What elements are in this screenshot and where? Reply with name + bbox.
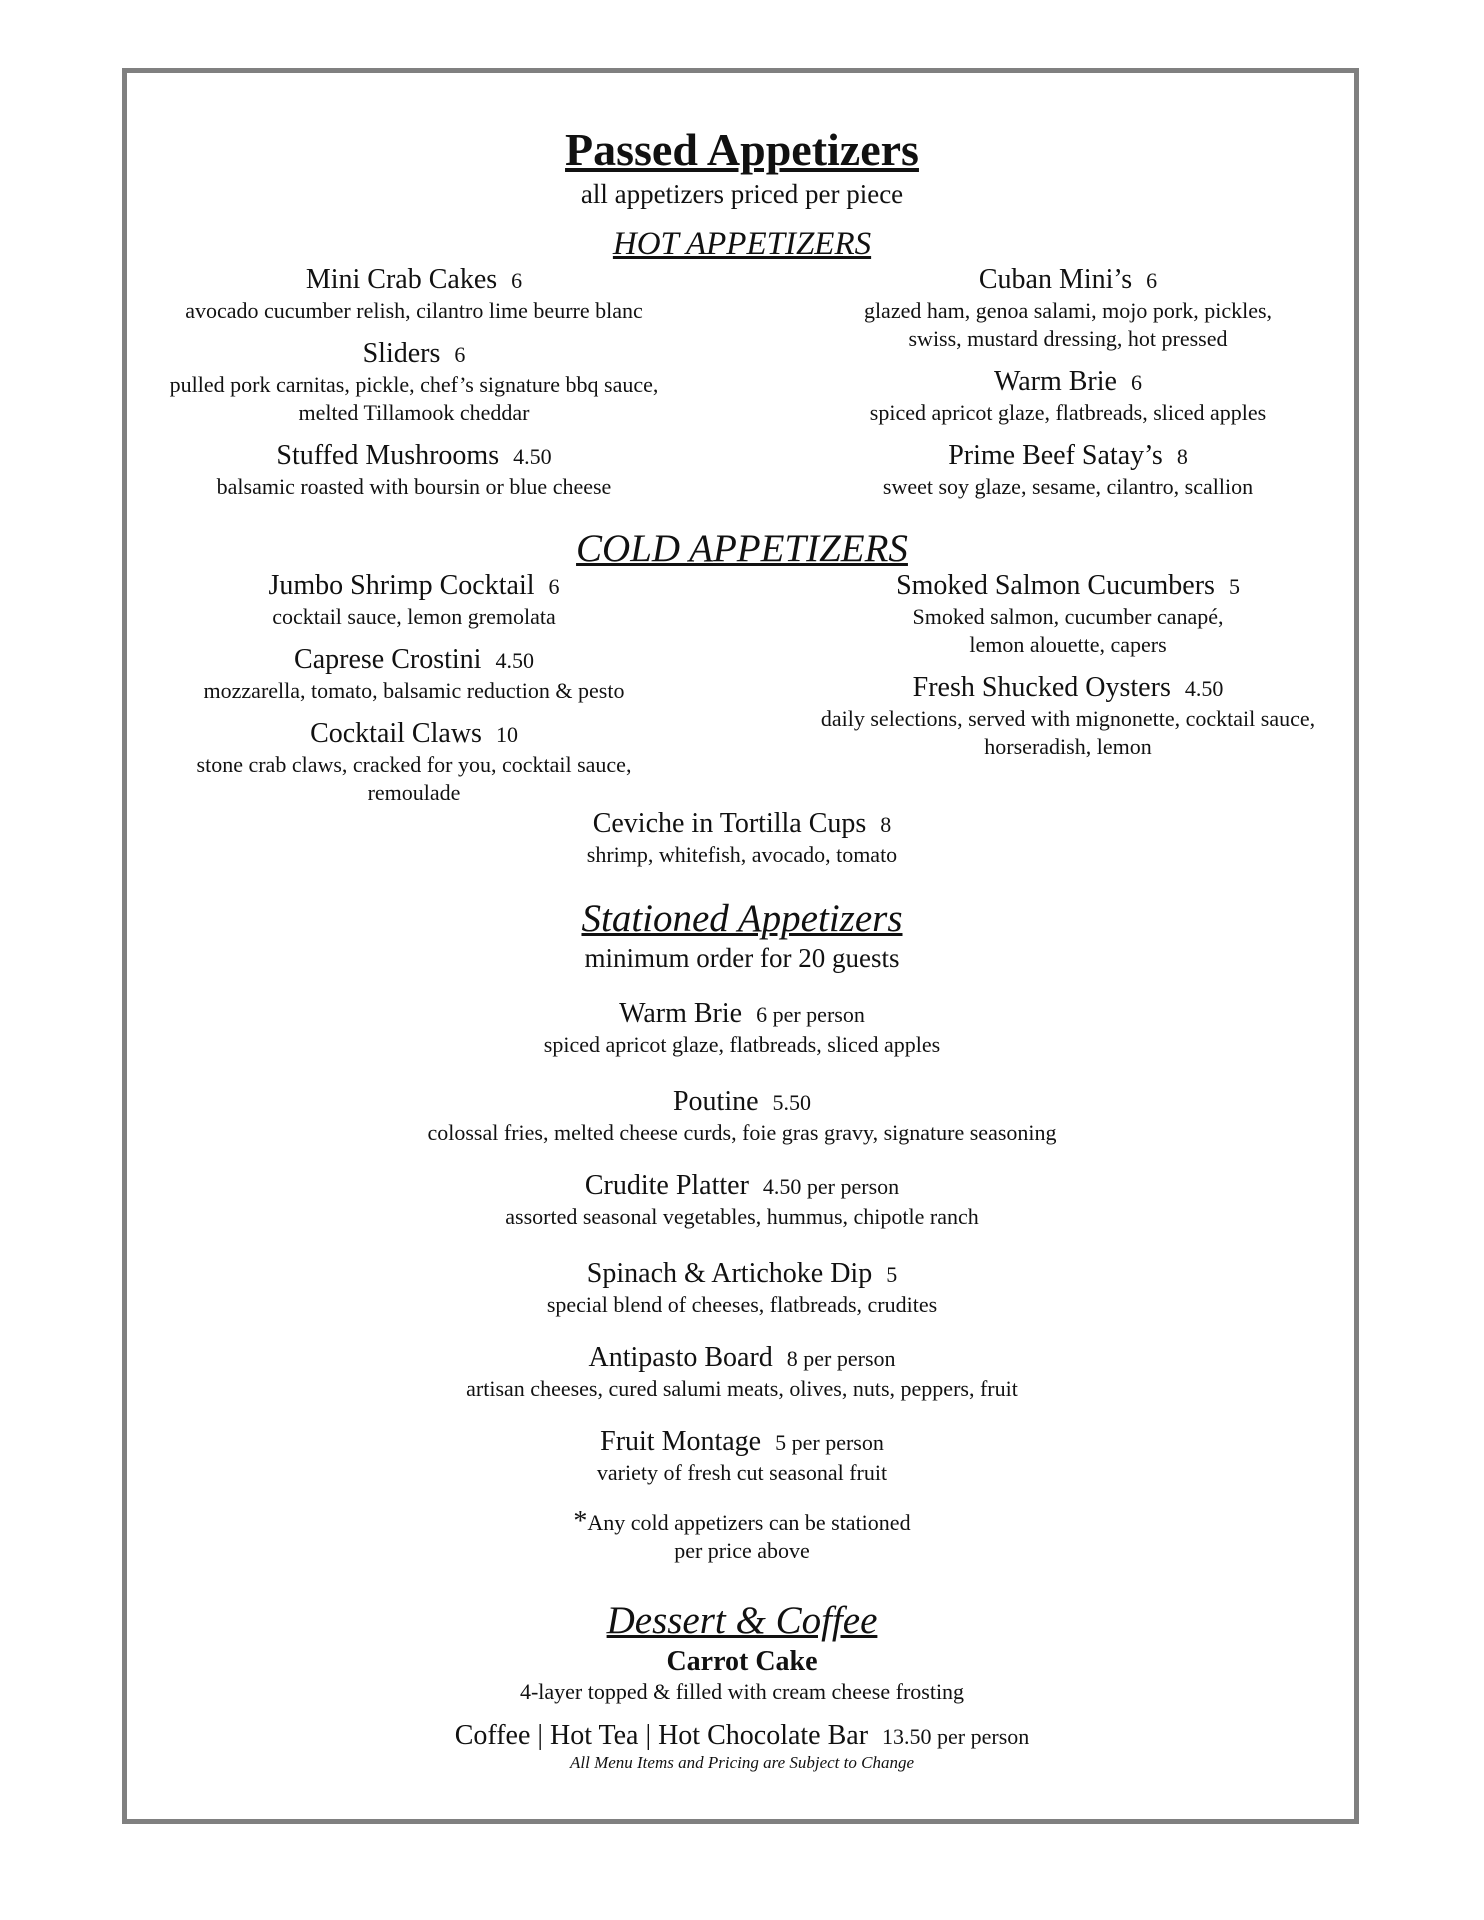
item-price: 6 per person bbox=[756, 1002, 865, 1027]
menu-item-cocktail-claws bbox=[140, 718, 688, 807]
item-name: Fresh Shucked Oysters bbox=[912, 672, 1171, 703]
menu-item-warm-brie bbox=[792, 366, 1344, 427]
item-description: variety of fresh cut seasonal fruit bbox=[596, 1460, 888, 1485]
station-item-fruit-montage bbox=[0, 1426, 1484, 1487]
item-name: Antipasto Board bbox=[588, 1342, 773, 1373]
item-price: 5 bbox=[886, 1262, 898, 1287]
item-price: 6 bbox=[1130, 370, 1142, 395]
menu-item-fresh-shucked-oysters bbox=[792, 672, 1344, 761]
item-name: Spinach & Artichoke Dip bbox=[586, 1258, 873, 1289]
item-description: remoulade bbox=[367, 780, 461, 805]
menu-item-jumbo-shrimp-cocktail bbox=[140, 570, 688, 631]
menu-item-caprese-crostini bbox=[140, 644, 688, 705]
item-description: lemon alouette, capers bbox=[969, 632, 1167, 657]
item-description: spiced apricot glaze, flatbreads, sliced apples bbox=[543, 1032, 941, 1057]
item-price: 5 per person bbox=[775, 1430, 884, 1455]
item-description: shrimp, whitefish, avocado, tomato bbox=[586, 842, 898, 867]
cold-appetizers-heading: COLD APPETIZERS bbox=[576, 527, 908, 570]
page-title: Passed Appetizers bbox=[565, 124, 919, 175]
item-description: assorted seasonal vegetables, hummus, chipotle ranch bbox=[505, 1204, 979, 1229]
menu-item-coffee-bar bbox=[0, 1720, 1484, 1753]
item-name: Fruit Montage bbox=[600, 1426, 762, 1457]
item-description: sweet soy glaze, sesame, cilantro, scallion bbox=[882, 474, 1254, 499]
item-price: 4.50 bbox=[495, 648, 534, 673]
pricing-disclaimer: All Menu Items and Pricing are Subject to Change bbox=[569, 1753, 915, 1772]
item-description: melted Tillamook cheddar bbox=[298, 400, 530, 425]
stationed-appetizers-heading: Stationed Appetizers bbox=[581, 897, 903, 940]
item-name: Stuffed Mushrooms bbox=[276, 440, 500, 471]
item-description: horseradish, lemon bbox=[984, 734, 1152, 759]
item-price: 8 per person bbox=[786, 1346, 896, 1371]
menu-item-stuffed-mushrooms bbox=[140, 440, 688, 501]
item-description: cocktail sauce, lemon gremolata bbox=[272, 604, 556, 629]
hot-appetizers-heading: HOT APPETIZERS bbox=[612, 226, 872, 262]
carrot-cake-description: 4-layer topped & filled with cream cheese frosting bbox=[519, 1679, 965, 1704]
station-item-crudite-platter bbox=[0, 1170, 1484, 1231]
item-price: 8 bbox=[880, 812, 892, 837]
item-price: 8 bbox=[1176, 444, 1188, 469]
item-price: 5 bbox=[1228, 574, 1240, 599]
item-name: Prime Beef Satay’s bbox=[948, 440, 1163, 471]
item-description: avocado cucumber relish, cilantro lime beurre blanc bbox=[185, 298, 643, 323]
item-price: 5.50 bbox=[772, 1090, 812, 1115]
item-name: Sliders bbox=[362, 338, 441, 369]
station-item-poutine bbox=[0, 1086, 1484, 1147]
item-price: 4.50 per person bbox=[762, 1174, 900, 1199]
note-asterisk: * bbox=[573, 1506, 588, 1537]
dessert-coffee-heading: Dessert & Coffee bbox=[606, 1599, 878, 1642]
stationed-note bbox=[0, 1508, 1484, 1565]
item-price: 4.50 bbox=[513, 444, 552, 469]
item-name: Warm Brie bbox=[619, 998, 743, 1029]
note-line: per price above bbox=[674, 1538, 810, 1563]
menu-item-ceviche-tortilla-cups bbox=[0, 808, 1484, 869]
station-item-warm-brie bbox=[0, 998, 1484, 1059]
item-price: 4.50 bbox=[1184, 676, 1224, 701]
item-description: special blend of cheeses, flatbreads, crudites bbox=[546, 1292, 938, 1317]
item-description: stone crab claws, cracked for you, cocktail sauce, bbox=[196, 752, 632, 777]
item-price: 6 bbox=[548, 574, 560, 599]
item-name: Mini Crab Cakes bbox=[305, 264, 498, 295]
item-description: swiss, mustard dressing, hot pressed bbox=[908, 326, 1228, 351]
item-name: Smoked Salmon Cucumbers bbox=[896, 570, 1215, 601]
item-name: Jumbo Shrimp Cocktail bbox=[268, 570, 535, 601]
item-description: pulled pork carnitas, pickle, chef’s signature bbq sauce, bbox=[169, 372, 659, 397]
item-name: Warm Brie bbox=[994, 366, 1117, 397]
item-price: 10 bbox=[495, 722, 518, 747]
carrot-cake-name: Carrot Cake bbox=[666, 1646, 818, 1677]
menu-item-smoked-salmon-cucumbers bbox=[792, 570, 1344, 659]
item-name: Coffee | Hot Tea | Hot Chocolate Bar bbox=[454, 1720, 869, 1751]
station-item-spinach-artichoke-dip bbox=[0, 1258, 1484, 1319]
item-price: 13.50 per person bbox=[882, 1724, 1030, 1749]
item-description: daily selections, served with mignonette, cocktail sauce, bbox=[820, 706, 1316, 731]
item-description: Smoked salmon, cucumber canapé, bbox=[912, 604, 1224, 629]
item-price: 6 bbox=[1146, 268, 1158, 293]
stationed-subtitle: minimum order for 20 guests bbox=[584, 943, 900, 973]
item-price: 6 bbox=[454, 342, 466, 367]
item-description: spiced apricot glaze, flatbreads, sliced apples bbox=[869, 400, 1267, 425]
station-item-antipasto-board bbox=[0, 1342, 1484, 1403]
item-name: Poutine bbox=[672, 1086, 759, 1117]
passed-subtitle: all appetizers priced per piece bbox=[580, 179, 904, 209]
item-description: artisan cheeses, cured salumi meats, olives, nuts, peppers, fruit bbox=[466, 1376, 1018, 1401]
item-description: mozzarella, tomato, balsamic reduction & pesto bbox=[203, 678, 625, 703]
menu-item-prime-beef-satays bbox=[792, 440, 1344, 501]
item-description: balsamic roasted with boursin or blue cheese bbox=[216, 474, 612, 499]
item-name: Cocktail Claws bbox=[310, 718, 482, 749]
item-price: 6 bbox=[511, 268, 523, 293]
menu-item-cuban-minis bbox=[792, 264, 1344, 353]
item-description: colossal fries, melted cheese curds, foie gras gravy, signature seasoning bbox=[427, 1120, 1057, 1145]
item-description: glazed ham, genoa salami, mojo pork, pickles, bbox=[863, 298, 1273, 323]
note-line: Any cold appetizers can be stationed bbox=[587, 1510, 911, 1535]
menu-item-sliders bbox=[140, 338, 688, 427]
item-name: Cuban Mini’s bbox=[978, 264, 1133, 295]
item-name: Caprese Crostini bbox=[294, 644, 482, 675]
item-name: Ceviche in Tortilla Cups bbox=[592, 808, 867, 839]
item-name: Crudite Platter bbox=[584, 1170, 749, 1201]
menu-item-mini-crab-cakes bbox=[140, 264, 688, 325]
